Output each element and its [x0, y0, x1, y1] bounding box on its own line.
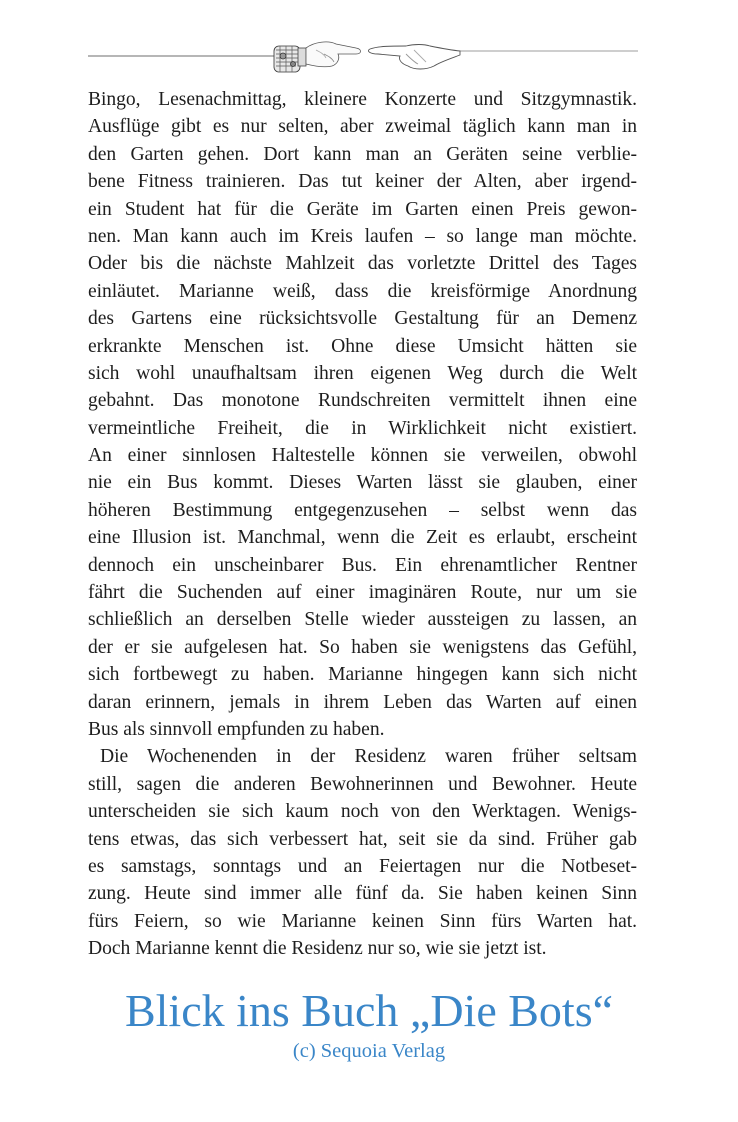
paragraph-2 — [88, 743, 637, 962]
text-line: der er sie aufgelesen hat. So haben sie wenigstens das Gefühl, — [88, 636, 637, 658]
text-line: fürs Feiern, so wie Marianne keinen Sinn fürs Warten hat. — [88, 910, 637, 932]
text-line: ein Student hat für die Geräte im Garten einen Preis gewon- — [88, 198, 637, 220]
text-line: Die Wochenenden in der Residenz waren früher seltsam — [100, 746, 637, 768]
book-excerpt — [88, 86, 637, 963]
text-line: daran erinnern, jemals in ihrem Leben das Warten auf einen — [88, 691, 637, 713]
text-line: eine Illusion ist. Manchmal, wenn die Zeit es erlaubt, erscheint — [88, 527, 637, 549]
header-ornament — [88, 36, 638, 82]
publisher-copyright: (c) Sequoia Verlag — [292, 1040, 446, 1062]
text-line: vermeintliche Freiheit, die in Wirklichkeit nicht existiert. — [88, 417, 637, 439]
text-line: unterscheiden sie sich kaum noch von den Werktagen. Wenigs- — [88, 801, 637, 823]
text-line: Oder bis die nächste Mahlzeit das vorletzte Drittel des Tages — [88, 253, 637, 275]
text-line: sich fortbewegt zu haben. Marianne hingegen kann sich nicht — [88, 664, 637, 686]
text-line: sich wohl unaufhaltsam ihren eigenen Weg durch die Welt — [88, 362, 637, 384]
text-line: Ausflüge gibt es nur selten, aber zweimal täglich kann man in — [88, 116, 637, 138]
text-line: Bus als sinnvoll empfunden zu haben. — [88, 718, 385, 740]
text-line: gebahnt. Das monotone Rundschreiten vermittelt ihnen eine — [88, 390, 637, 412]
text-line: Doch Marianne kennt die Residenz nur so, wie sie jetzt ist. — [88, 938, 547, 960]
text-line: dennoch ein unscheinbarer Bus. Ein ehrenamtlicher Rentner — [88, 554, 637, 576]
robot-and-human-hands-pointing-icon — [88, 36, 638, 82]
book-preview-title: Blick ins Buch „Die Bots“ — [124, 985, 614, 1036]
text-line: erkrankte Menschen ist. Ohne diese Umsicht hätten sie — [88, 335, 637, 357]
text-line: einläutet. Marianne weiß, dass die kreisförmige Anordnung — [88, 280, 637, 302]
text-line: Bingo, Lesenachmittag, kleinere Konzerte und Sitzgymnastik. — [88, 89, 637, 110]
text-line: fährt die Suchenden auf einer imaginären Route, nur um sie — [88, 582, 637, 604]
text-line: des Gartens eine rücksichtsvolle Gestaltung für an Demenz — [88, 308, 637, 330]
text-line: den Garten gehen. Dort kann man an Geräten seine verblie- — [88, 143, 637, 165]
text-line: bene Fitness trainieren. Das tut keiner der Alten, aber irgend- — [88, 171, 637, 193]
text-line: schließlich an derselben Stelle wieder aussteigen zu lassen, an — [88, 609, 637, 631]
text-line: nie ein Bus kommt. Dieses Warten lässt sie glauben, einer — [88, 472, 637, 494]
paragraph-1 — [88, 86, 637, 743]
text-line: nen. Man kann auch im Kreis laufen – so lange man möchte. — [88, 225, 637, 247]
text-line: An einer sinnlosen Haltestelle können sie verweilen, obwohl — [88, 445, 637, 467]
text-line: es samstags, sonntags und an Feiertagen nur die Notbeset- — [88, 855, 637, 877]
text-line: still, sagen die anderen Bewohnerinnen und Bewohner. Heute — [88, 773, 637, 795]
text-line: tens etwas, das sich verbessert hat, seit sie da sind. Früher gab — [88, 828, 637, 850]
text-line: höheren Bestimmung entgegenzusehen – selbst wenn das — [88, 499, 637, 521]
text-line: zung. Heute sind immer alle fünf da. Sie haben keinen Sinn — [88, 883, 637, 905]
